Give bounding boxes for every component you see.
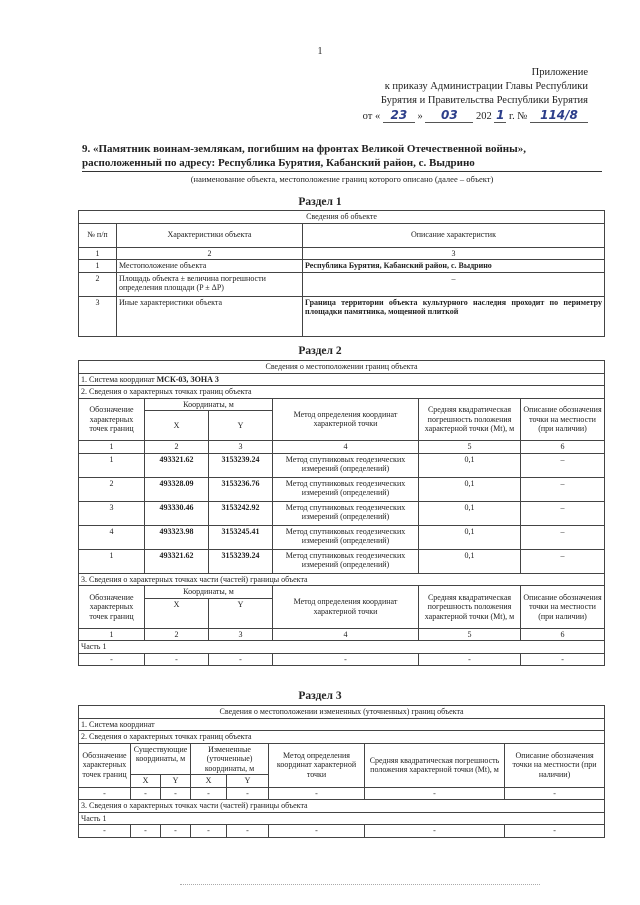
col-y-header: Y xyxy=(227,775,269,788)
row-description: Граница территории объекта культурного наследия проходит по периметру площадки памятника, мощенной плиткой xyxy=(303,296,605,336)
num-cell: 2 xyxy=(145,441,209,454)
col-existing-header: Существующие координаты, м xyxy=(131,743,191,775)
part-name: Часть 1 xyxy=(79,812,605,825)
table-row: 2 493328.09 3153236.76 Метод спутниковых геодезических измерений (определений) 0,1 – xyxy=(79,477,605,501)
col-x-header: X xyxy=(145,411,209,441)
col-x-header: X xyxy=(145,598,209,628)
handwritten-day: 23 xyxy=(383,108,415,123)
col-y-header: Y xyxy=(209,598,273,628)
col-point-header: Обозначение характерных точек границ xyxy=(79,743,131,787)
section1-title: Раздел 1 xyxy=(298,196,342,208)
row-number: 2 xyxy=(79,272,117,296)
title-caption: (наименование объекта, местоположение границ которого описано (далее – объект) xyxy=(190,174,494,184)
points-label: 2. Сведения о характерных точках границ объекта xyxy=(79,386,605,399)
footer-scan-artifact xyxy=(180,884,540,885)
col-coords-header: Координаты, м xyxy=(145,586,273,599)
section2-table: Сведения о местоположении границ объекта 1. Система координат МСК-03, ЗОНА 3 2. Сведения о характерных точках границ объекта Обозначение характерных точек границ Координаты, м Метод определения координат характерной точки Средняя квадратическая погрешность положения характерной точки (Mt), м Описание обозначения точки на местности (при наличии) X Y 1 2 3 4 5 6 1 493321.62 3153239.24 Метод спутниковых геодезических измерений (определений) 0,1 – 2 493328.09 3153236.76 Метод спутниковых геодезических измерений (определений) 0,1 – 3 493330.46 3153242.92 Метод спутниковых геодезических измерений (определений) 0,1 – 4 493323.98 3153245.41 Метод спутниковых геодезических измерений (определений) 0,1 – 1 493321.62 3153239.24 Метод спутниковых геодезических измерений (определений) 0,1 – 3. Сведения о характерных точках части (частей) границы объекта Обозначение характерных точек границ Координаты, м Метод определения координат характерной точки Средняя квадратическая погрешность положения характерной точки (Mt), м Описание обозначения точки на местности (при наличии) X Y 1 2 3 4 5 6 Часть 1 - - - - - - xyxy=(78,360,605,666)
points-label: 2. Сведения о характерных точках границ объекта xyxy=(79,731,605,744)
handwritten-month: 03 xyxy=(425,108,473,123)
section3-title: Раздел 3 xyxy=(298,690,342,702)
row-characteristic: Иные характеристики объекта xyxy=(117,296,303,336)
col-desc-header: Описание обозначения точки на местности (при наличии) xyxy=(521,586,605,629)
col-method-header: Метод определения координат характерной точки xyxy=(269,743,365,787)
num-cell: 5 xyxy=(419,441,521,454)
table-row: - - - - - - - - xyxy=(79,787,605,800)
part-points-label: 3. Сведения о характерных точках части (частей) границы объекта xyxy=(79,573,605,586)
row-description: – xyxy=(303,272,605,296)
row-number: 3 xyxy=(79,296,117,336)
col-error-header: Средняя квадратическая погрешность положения характерной точки (Mt), м xyxy=(419,398,521,441)
table-row: - - - - - - - - xyxy=(79,825,605,838)
col-coords-header: Координаты, м xyxy=(145,398,273,411)
handwritten-order-number: 114/8 xyxy=(530,108,588,123)
col-y-header: Y xyxy=(209,411,273,441)
col-changed-header: Измененные (уточненные) координаты, м xyxy=(191,743,269,775)
section3-table xyxy=(78,705,605,838)
num-cell: 1 xyxy=(79,247,117,260)
col-number-header: № п/п xyxy=(79,223,117,247)
section1-header: Сведения об объекте xyxy=(79,211,605,224)
handwritten-year-digit: 1 xyxy=(496,108,505,122)
page-number: 1 xyxy=(317,46,323,57)
num-cell: 4 xyxy=(273,441,419,454)
appendix-line1: Приложение xyxy=(531,67,588,78)
appendix-line2: к приказу Администрации Главы Республики xyxy=(384,81,588,92)
appendix-header xyxy=(363,66,588,124)
col-x-header: X xyxy=(131,775,161,788)
table-row: 4 493323.98 3153245.41 Метод спутниковых геодезических измерений (определений) 0,1 – xyxy=(79,525,605,549)
num-cell: 3 xyxy=(303,247,605,260)
section2-header: Сведения о местоположении границ объекта xyxy=(79,361,605,374)
row-number: 1 xyxy=(79,260,117,273)
col-point-header: Обозначение характерных точек границ xyxy=(79,586,145,629)
col-characteristic-header: Характеристики объекта xyxy=(117,223,303,247)
title-underline xyxy=(82,171,602,172)
part-name: Часть 1 xyxy=(79,641,605,654)
num-cell: 2 xyxy=(117,247,303,260)
appendix-line3: Бурятия и Правительства Республики Бурятия xyxy=(380,95,588,106)
col-description-header: Описание характеристик xyxy=(303,223,605,247)
num-cell: 6 xyxy=(521,441,605,454)
coordinate-system: 1. Система координат xyxy=(79,718,605,731)
section2-title: Раздел 2 xyxy=(298,345,342,357)
section1-table xyxy=(78,210,605,337)
date-quote: » xyxy=(417,111,423,122)
col-method-header: Метод определения координат характерной точки xyxy=(273,586,419,629)
object-title: 9. «Памятник воинам-землякам, погибшим на фронтах Великой Отечественной войны», расположенный по адресу: Республика Бурятия, Кабанский район, с. Выдрино xyxy=(82,143,526,169)
table-row: 3 493330.46 3153242.92 Метод спутниковых геодезических измерений (определений) 0,1 – xyxy=(79,501,605,525)
col-error-header: Средняя квадратическая погрешность положения характерной точки (Mt), м xyxy=(419,586,521,629)
table-row xyxy=(79,296,605,336)
col-x-header: X xyxy=(191,775,227,788)
table-row: 1 493321.62 3153239.24 Метод спутниковых геодезических измерений (определений) 0,1 – xyxy=(79,453,605,477)
row-characteristic: Площадь объекта ± величина погрешности определения площади (P ± ΔP) xyxy=(117,272,303,296)
col-desc-header: Описание обозначения точки на местности (при наличии) xyxy=(521,398,605,441)
num-cell: 3 xyxy=(209,441,273,454)
table-row xyxy=(79,260,605,273)
table-row xyxy=(79,272,605,296)
coordinate-system: 1. Система координат МСК-03, ЗОНА 3 xyxy=(79,373,605,386)
row-characteristic: Местоположение объекта xyxy=(117,260,303,273)
col-error-header: Средняя квадратическая погрешность положения характерной точки (Mt), м xyxy=(365,743,505,787)
row-description: Республика Бурятия, Кабанский район, с. Выдрино xyxy=(303,260,605,273)
year-suffix: г. № xyxy=(508,111,528,122)
col-y-header: Y xyxy=(161,775,191,788)
table-row: - - - - - - xyxy=(79,653,605,666)
part-points-label: 3. Сведения о характерных точках части (частей) границы объекта xyxy=(79,800,605,813)
num-cell: 1 xyxy=(79,441,145,454)
col-method-header: Метод определения координат характерной точки xyxy=(273,398,419,441)
col-desc-header: Описание обозначения точки на местности (при наличии) xyxy=(505,743,605,787)
date-prefix: от « xyxy=(362,111,381,122)
appendix-date-line xyxy=(363,108,588,124)
col-point-header: Обозначение характерных точек границ xyxy=(79,398,145,441)
section3-header: Сведения о местоположении измененных (уточненных) границ объекта xyxy=(79,706,605,719)
year-prefix: 202 xyxy=(475,111,492,122)
table-row: 1 493321.62 3153239.24 Метод спутниковых геодезических измерений (определений) 0,1 – xyxy=(79,549,605,573)
